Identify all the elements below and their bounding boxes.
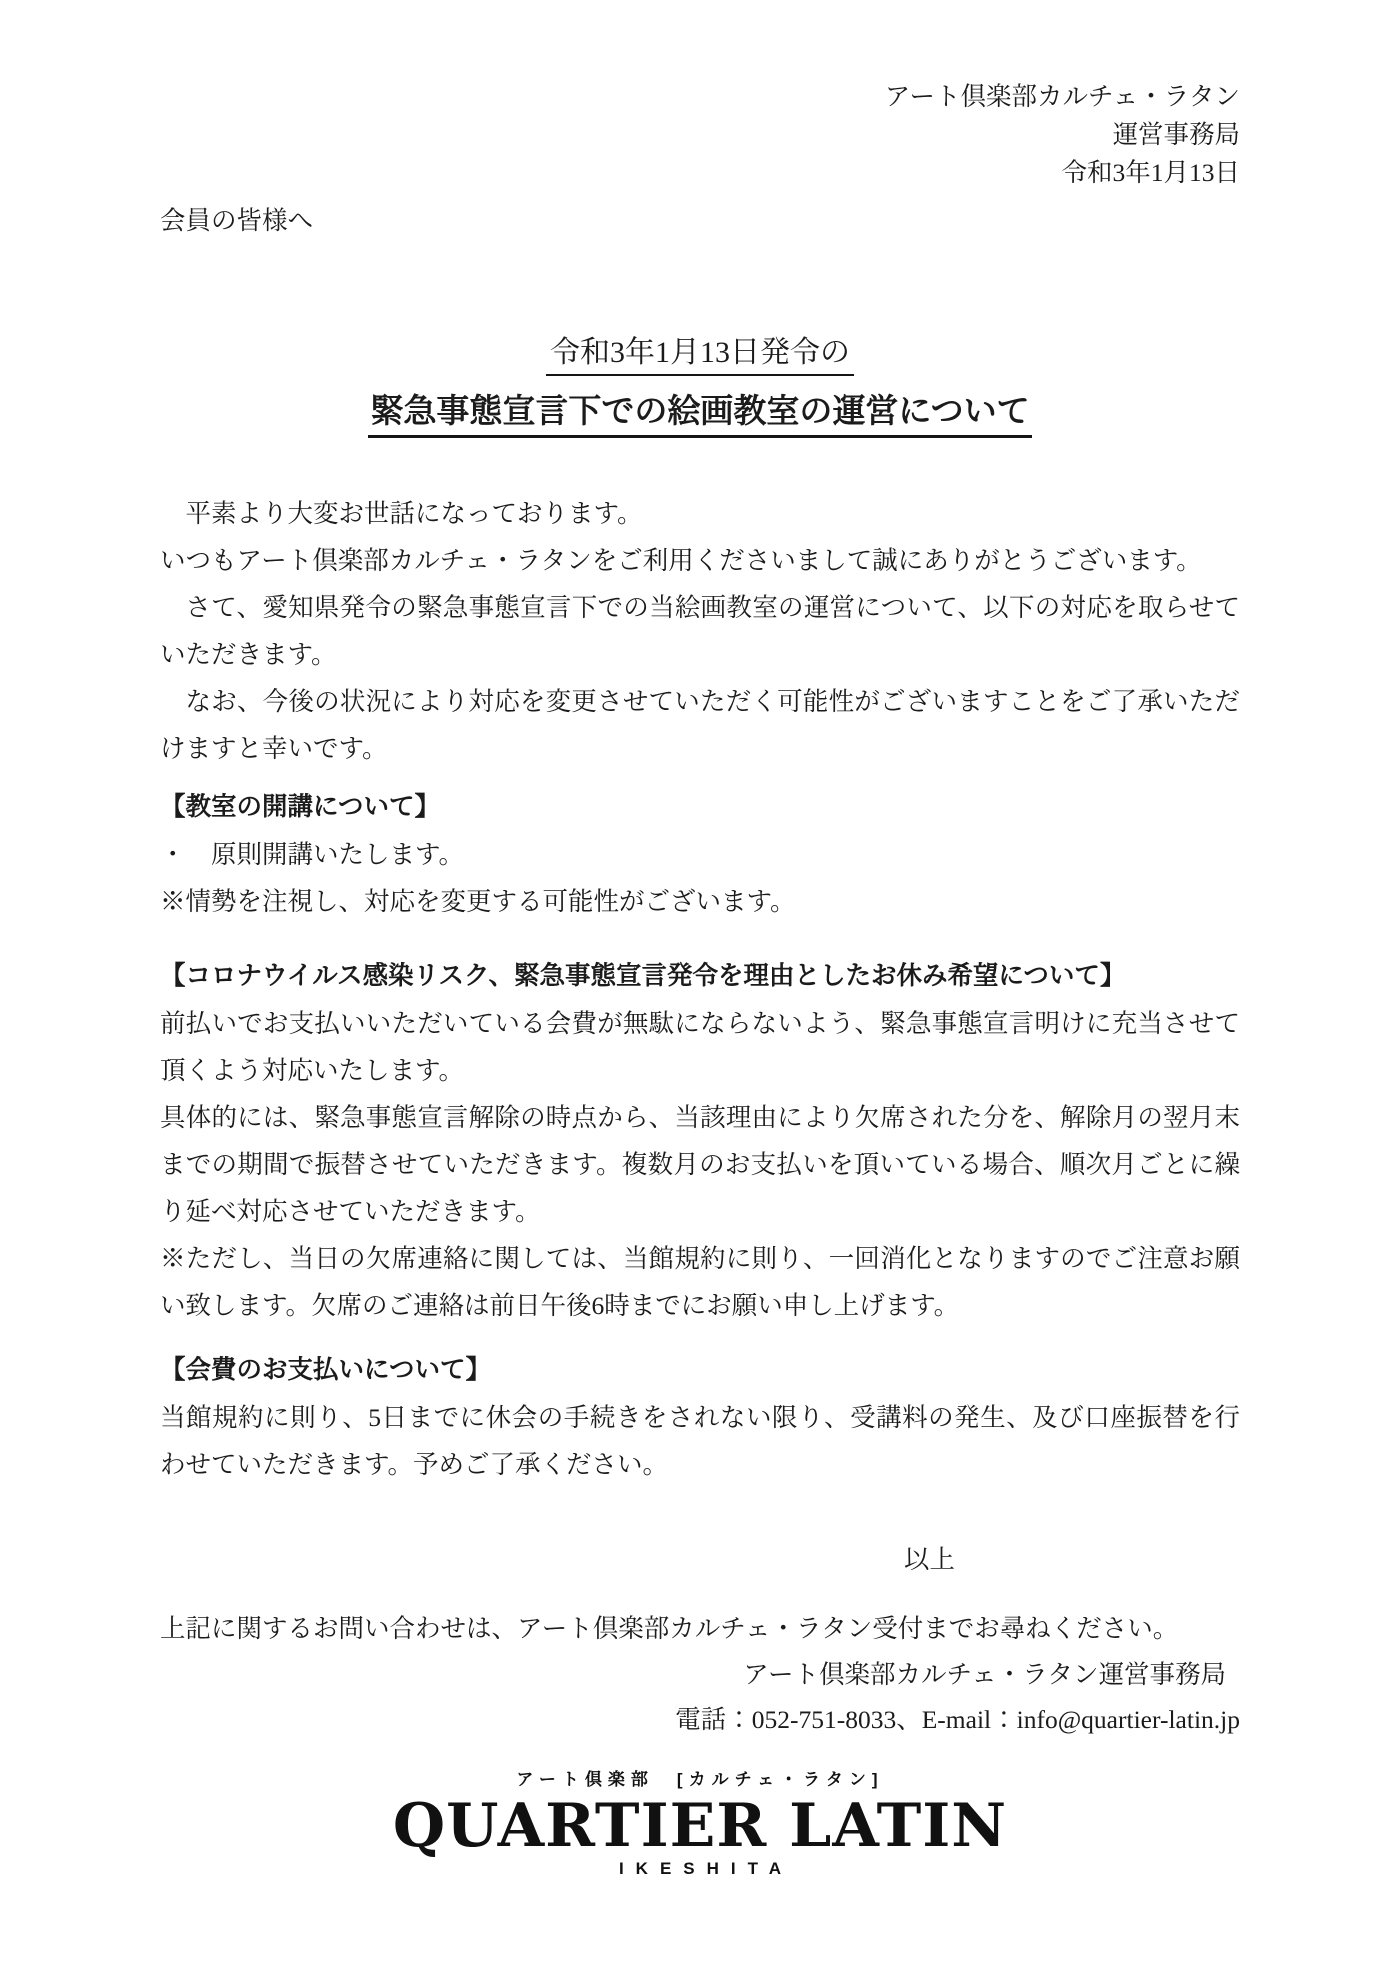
intro-paragraph-3: さて、愛知県発令の緊急事態宣言下での当絵画教室の運営について、以下の対応を取らせていただきます。 (160, 593, 1240, 669)
section-paragraph: 当館規約に則り、5日までに休会の手続きをされない限り、受講料の発生、及び口座振替を行わせていただきます。予めご了承ください。 (160, 1403, 1240, 1479)
section-paragraph: 前払いでお支払いいただいている会費が無駄にならないよう、緊急事態宣言明けに充当させて頂くよう対応いたします。 (160, 1009, 1240, 1085)
section-heading: 【コロナウイルス感染リスク、緊急事態宣言発令を理由としたお休み希望について】 (160, 962, 1126, 990)
note-line: ※情勢を注視し、対応を変更する可能性がございます。 (160, 887, 796, 916)
footer-office: アート倶楽部カルチェ・ラタン運営事務局 (743, 1660, 1226, 1689)
section-absence-request (160, 953, 1240, 1329)
closing-text: 以上 (903, 1545, 955, 1574)
letterhead-date: 令和3年1月13日 (1061, 158, 1240, 187)
note-line: ※ただし、当日の欠席連絡に関しては、当館規約に則り、一回消化となりますのでご注意お願い致します。欠席のご連絡は前日午後6時までにお願い申し上げます。 (160, 1244, 1240, 1320)
quartier-latin-logo (160, 1768, 1240, 1880)
letterhead-department: 運営事務局 (1112, 120, 1240, 149)
bullet-item: ・ 原則開講いたします。 (160, 840, 464, 869)
section-heading: 【教室の開講について】 (160, 793, 440, 821)
section-paragraph: 具体的には、緊急事態宣言解除の時点から、当該理由により欠席された分を、解除月の翌月末までの期間で振替させていただきます。複数月のお支払いを頂いている場合、順次月ごとに繰り延べ対応させていただきます。 (160, 1103, 1240, 1226)
intro-paragraph-1: 平素より大変お世話になっております。 (185, 499, 643, 528)
intro-block (160, 490, 1240, 772)
logo-club-name: アート倶楽部 [カルチェ・ラタン] (516, 1770, 884, 1789)
document-title-line2: 緊急事態宣言下での絵画教室の運営について (368, 392, 1031, 438)
section-class-opening (160, 784, 1240, 925)
section-fee-payment (160, 1347, 1240, 1488)
footer-contact: 電話：052-751-8033、E-mail：info@quartier-latin.jp (675, 1705, 1240, 1734)
intro-paragraph-2: いつもアート倶楽部カルチェ・ラタンをご利用くださいまして誠にありがとうございます。 (160, 546, 1202, 575)
document-title (160, 332, 1240, 434)
document-title-line1: 令和3年1月13日発令の (546, 336, 854, 376)
salutation: 会員の皆様へ (160, 206, 314, 235)
footer-inquiry: 上記に関するお問い合わせは、アート倶楽部カルチェ・ラタン受付までお尋ねください。 (160, 1614, 1179, 1643)
letterhead (160, 78, 1240, 192)
intro-paragraph-4: なお、今後の状況により対応を変更させていただく可能性がございますことをご了承いただけますと幸いです。 (160, 687, 1240, 763)
letterhead-org: アート倶楽部カルチェ・ラタン (884, 82, 1240, 111)
logo-location: IKESHITA (618, 1859, 794, 1878)
section-heading: 【会費のお支払いについて】 (160, 1356, 491, 1384)
logo-wordmark: QUARTIER LATIN (392, 1791, 1008, 1861)
footer-block (160, 1605, 1240, 1742)
